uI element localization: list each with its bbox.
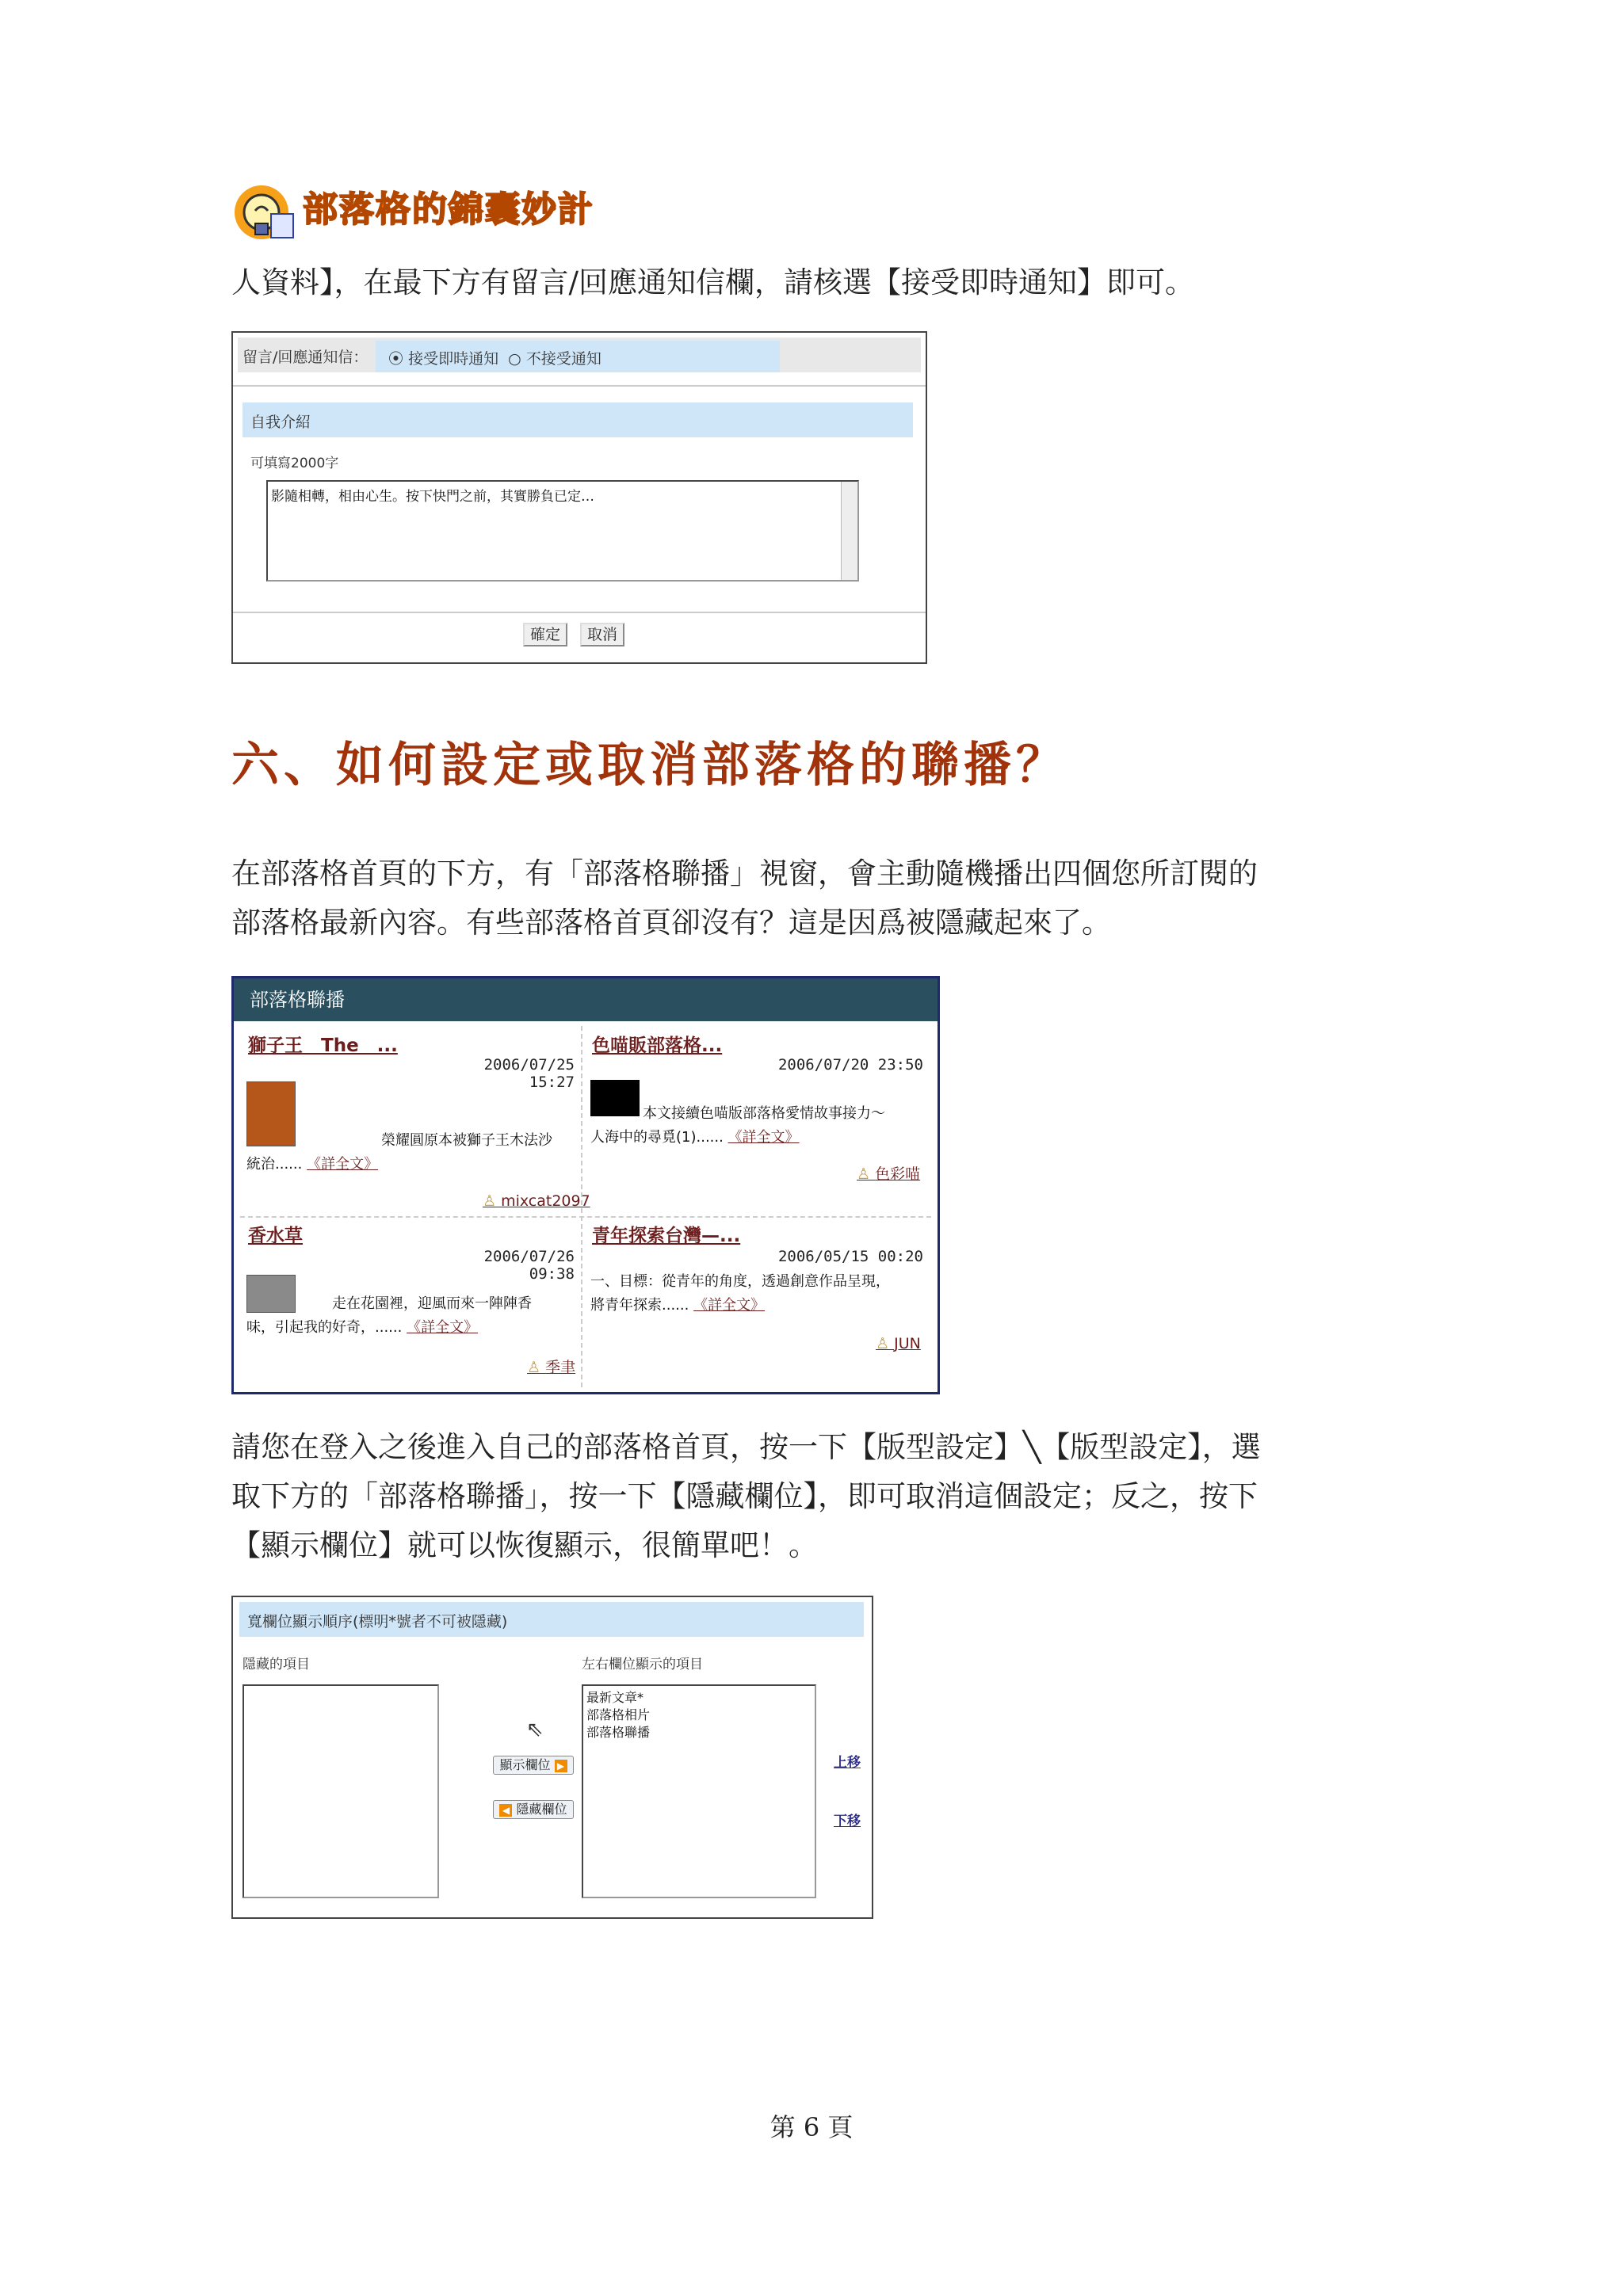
cancel-button[interactable]: 取消 <box>580 623 624 646</box>
read-more-link[interactable]: 《詳全文》 <box>307 1156 379 1173</box>
author-name: 色彩喵 <box>875 1165 921 1183</box>
item-text: 一、目標：從青年的角度，透過創意作品呈現， <box>590 1273 890 1290</box>
para2-line3: 【顯示欄位】就可以恢復顯示，很簡單吧！。 <box>231 1528 818 1562</box>
person-icon: ♙ <box>527 1359 541 1376</box>
item-thumbnail[interactable] <box>246 1081 296 1146</box>
hide-field-label: 隱藏欄位 <box>516 1802 567 1817</box>
syndication-header <box>234 978 938 1021</box>
char-limit: 可填寫2000字 <box>250 456 339 471</box>
move-up-link[interactable]: 上移 <box>834 1755 861 1771</box>
ok-button[interactable]: 確定 <box>523 623 567 646</box>
list-item[interactable]: 最新文章* <box>586 1690 644 1705</box>
item-text: 統治...... <box>246 1156 303 1173</box>
radio-reject-label: 不接受通知 <box>525 350 601 368</box>
read-more-link[interactable]: 《詳全文》 <box>407 1319 479 1336</box>
intro-section-title: 自我介紹 <box>250 414 311 431</box>
textarea-value: 影隨相轉，相由心生。按下快門之前，其實勝負已定… <box>271 489 594 505</box>
item-thumbnail[interactable] <box>590 1080 640 1116</box>
author-name: JUN <box>894 1335 921 1352</box>
item-text: 人海中的尋覓(1)...... <box>590 1129 724 1146</box>
item-date: 2006/07/20 23:50 <box>777 1056 923 1074</box>
hidden-items-list[interactable] <box>242 1684 439 1898</box>
author-name: 季聿 <box>545 1359 576 1376</box>
notify-label: 留言/回應通知信： <box>242 349 369 366</box>
shown-items-label: 左右欄位顯示的項目 <box>582 1657 703 1672</box>
item-title[interactable]: 獅子王 The ... <box>248 1035 398 1056</box>
lightbulb-icon <box>231 182 298 242</box>
item-title[interactable]: 色喵販部落格... <box>592 1035 723 1056</box>
person-icon: ♙ <box>483 1192 497 1210</box>
radio-accept[interactable] <box>388 347 601 368</box>
syndication-title: 部落格聯播 <box>250 989 345 1011</box>
author-name: mixcat2097 <box>501 1192 590 1210</box>
person-icon: ♙ <box>857 1165 871 1183</box>
list-item[interactable]: 部落格聯播 <box>586 1725 651 1740</box>
scrollbar[interactable] <box>841 482 857 580</box>
shown-items-list[interactable] <box>582 1684 816 1898</box>
section-heading: 六、如何設定或取消部落格的聯播？ <box>231 738 1068 793</box>
mouse-cursor-icon: ⇖ <box>526 1718 544 1741</box>
item-text: 榮耀圓原本被獅子王木法沙 <box>381 1132 552 1149</box>
author-link[interactable] <box>876 1335 921 1352</box>
para1-line2: 部落格最新內容。有些部落格首頁卻沒有？這是因爲被隱藏起來了。 <box>231 906 1111 940</box>
self-intro-textarea[interactable] <box>266 480 859 582</box>
author-link[interactable] <box>857 1162 920 1184</box>
item-text: 本文接續色喵版部落格愛情故事接力～ <box>643 1105 885 1122</box>
item-text: 走在花園裡，迎風而來一陣陣香 <box>332 1295 532 1312</box>
notification-settings-panel <box>231 331 927 664</box>
intro-text: 人資料】，在最下方有留言/回應通知信欄，請核選【接受即時通知】即可。 <box>231 265 1194 299</box>
column-order-title: 寬欄位顯示順序(標明*號者不可被隱藏) <box>247 1613 508 1630</box>
move-down-link[interactable]: 下移 <box>834 1814 861 1829</box>
blog-syndication-panel <box>231 976 940 1394</box>
read-more-link[interactable]: 《詳全文》 <box>727 1129 800 1146</box>
radio-unselected-icon: ○ <box>508 350 521 368</box>
arrow-right-icon: ▶ <box>555 1760 567 1772</box>
para1-line1: 在部落格首頁的下方，有「部落格聯播」視窗，會主動隨機播出四個您所訂閱的 <box>231 856 1258 891</box>
arrow-left-icon: ◀ <box>499 1804 512 1817</box>
item-thumbnail[interactable] <box>246 1275 296 1313</box>
para2-line2: 取下方的「部落格聯播」，按一下【隱藏欄位】，即可取消這個設定；反之，按下 <box>231 1479 1258 1513</box>
show-field-label: 顯示欄位 <box>499 1757 551 1772</box>
author-link[interactable] <box>527 1356 575 1377</box>
column-order-panel <box>231 1596 873 1919</box>
list-item[interactable]: 部落格相片 <box>586 1707 651 1722</box>
item-text: 味，引起我的好奇，...... <box>246 1319 403 1336</box>
item-text: 將青年探索...... <box>590 1297 689 1314</box>
item-title[interactable]: 青年探索台灣—... <box>592 1226 741 1246</box>
item-title[interactable]: 香水草 <box>248 1226 303 1246</box>
item-date: 2006/05/15 00:20 <box>777 1248 923 1265</box>
item-date: 2006/07/25 15:27 <box>483 1056 575 1091</box>
person-icon: ♙ <box>876 1335 890 1352</box>
show-field-button[interactable] <box>493 1756 574 1775</box>
header-title: 部落格的錦囊妙計 <box>303 189 594 230</box>
hidden-items-label: 隱藏的項目 <box>242 1657 310 1672</box>
radio-accept-label: 接受即時通知 <box>408 350 499 368</box>
page-number: 第 6 頁 <box>769 2112 854 2142</box>
read-more-link[interactable]: 《詳全文》 <box>693 1297 766 1314</box>
hide-field-button[interactable] <box>493 1800 574 1819</box>
item-date: 2006/07/26 09:38 <box>483 1248 575 1283</box>
para2-line1: 請您在登入之後進入自己的部落格首頁，按一下【版型設定】╲【版型設定】，選 <box>231 1430 1261 1464</box>
radio-selected-icon: ⦿ <box>388 350 404 368</box>
author-link[interactable] <box>483 1192 590 1210</box>
